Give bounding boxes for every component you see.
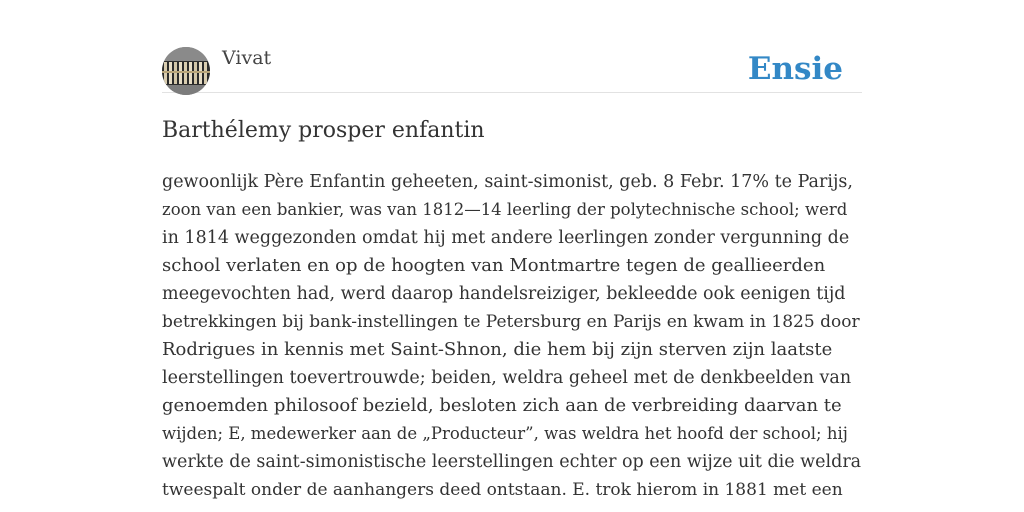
body-line: in 1814 weggezonden omdat hij met andere leerlingen zonder vergunning de	[162, 228, 850, 248]
body-line: Rodrigues in kennis met Saint-Shnon, die hem bij zijn sterven zijn laatste	[162, 339, 833, 360]
body-line: genoemden philosoof bezield, besloten zich aan de verbreiding daarvan te	[162, 395, 842, 416]
body-line: school verlaten en op de hoogten van Montmartre tegen de geallieerden	[162, 255, 826, 276]
body-line: wijden; E, medewerker aan de „Producteur”, was weldra het hoofd der school; hij	[162, 424, 848, 443]
body-line: werkte de saint-simonistische leerstellingen echter op een wijze uit die weldra	[162, 452, 862, 472]
brand-logo[interactable]: Ensie	[747, 51, 843, 87]
header	[162, 46, 862, 93]
body-line: leerstellingen toevertrouwde; beiden, weldra geheel met de denkbeelden van	[162, 368, 852, 388]
source-avatar[interactable]	[162, 47, 210, 95]
body-line: zoon van een bankier, was van 1812—14 leerling der polytechnische school; werd	[162, 200, 848, 219]
body-line: betrekkingen bij bank-instellingen te Petersburg en Parijs en kwam in 1825 door	[162, 312, 860, 332]
source-name[interactable]: Vivat	[222, 47, 272, 69]
body-line: meegevochten had, werd daarop handelsreiziger, bekleedde ook eenigen tijd	[162, 284, 846, 304]
article-body	[162, 168, 862, 504]
book-spines-icon	[162, 47, 210, 95]
article-title: Barthélemy prosper enfantin	[162, 118, 485, 143]
body-line: tweespalt onder de aanhangers deed ontstaan. E. trok hierom in 1881 met een	[162, 480, 843, 500]
body-line: gewoonlijk Père Enfantin geheeten, saint-simonist, geb. 8 Febr. 17% te Parijs,	[162, 172, 853, 192]
